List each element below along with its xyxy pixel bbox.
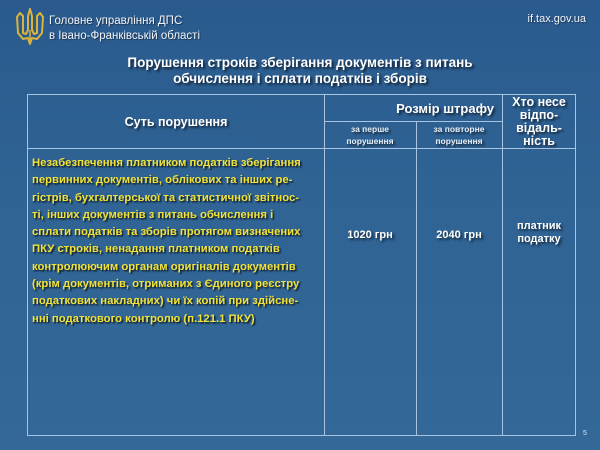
description-line: нні податкового контролю (п.121.1 ПКУ) (32, 312, 255, 325)
violation-description (32, 155, 326, 328)
header-divider (28, 148, 576, 149)
slide-title (90, 55, 510, 87)
responsible-party (502, 219, 576, 247)
header-who-line4: ність (523, 133, 555, 148)
description-line: контролюючим органам оригіналів документів (32, 260, 296, 273)
responsible-line2: податку (517, 233, 561, 245)
header-repeat-offense (416, 122, 502, 148)
header-first-line1: за перше (350, 124, 390, 134)
header-who-line1: Хто несе (512, 94, 566, 109)
description-line: ПКУ строків, ненадання платником податків (32, 243, 280, 256)
description-line: гістрів, бухгалтерської та статистичної звітнос- (32, 191, 300, 204)
website-url: if.tax.gov.ua (527, 13, 586, 25)
responsible-line1: платник (516, 220, 562, 232)
header-first-line2: порушення (346, 136, 394, 146)
description-line: податкових накладних) чи їх копій при здійсне- (32, 295, 299, 308)
org-line-2: в Івано-Франківській області (49, 30, 200, 42)
column-divider (416, 122, 417, 435)
description-line: Незабезпечення платником податків зберігання (32, 157, 301, 169)
header-who-line3: відаль- (516, 120, 562, 135)
description-line: (крім документів, отриманих з Єдиного реєстру (32, 278, 300, 291)
title-line-1: Порушення строків зберігання документів з питань (127, 55, 473, 70)
slide-header (0, 0, 600, 50)
description-line: первинних документів, облікових та інших ре- (32, 174, 293, 187)
description-line: сплати податків та зборів протягом визначених (32, 226, 301, 239)
trident-icon (15, 8, 45, 46)
organization-name (49, 14, 200, 44)
header-repeat-line1: за повторне (433, 124, 485, 134)
header-who-line2: відпо- (519, 107, 559, 122)
header-fine: Розмір штрафу (396, 100, 494, 116)
fine-repeat-value: 2040 грн (436, 228, 482, 241)
header-responsible (502, 95, 576, 148)
description-line: ті, інших документів з питань обчислення і (32, 208, 274, 221)
header-essence: Суть порушення (124, 114, 228, 129)
title-line-2: обчислення і сплати податків і зборів (173, 71, 427, 86)
header-first-offense (324, 122, 416, 148)
page-number: 5 (583, 430, 587, 437)
fine-first-value: 1020 грн (347, 228, 393, 241)
penalty-table (27, 94, 576, 436)
org-line-1: Головне управління ДПС (49, 15, 183, 27)
header-repeat-line2: порушення (435, 136, 483, 146)
